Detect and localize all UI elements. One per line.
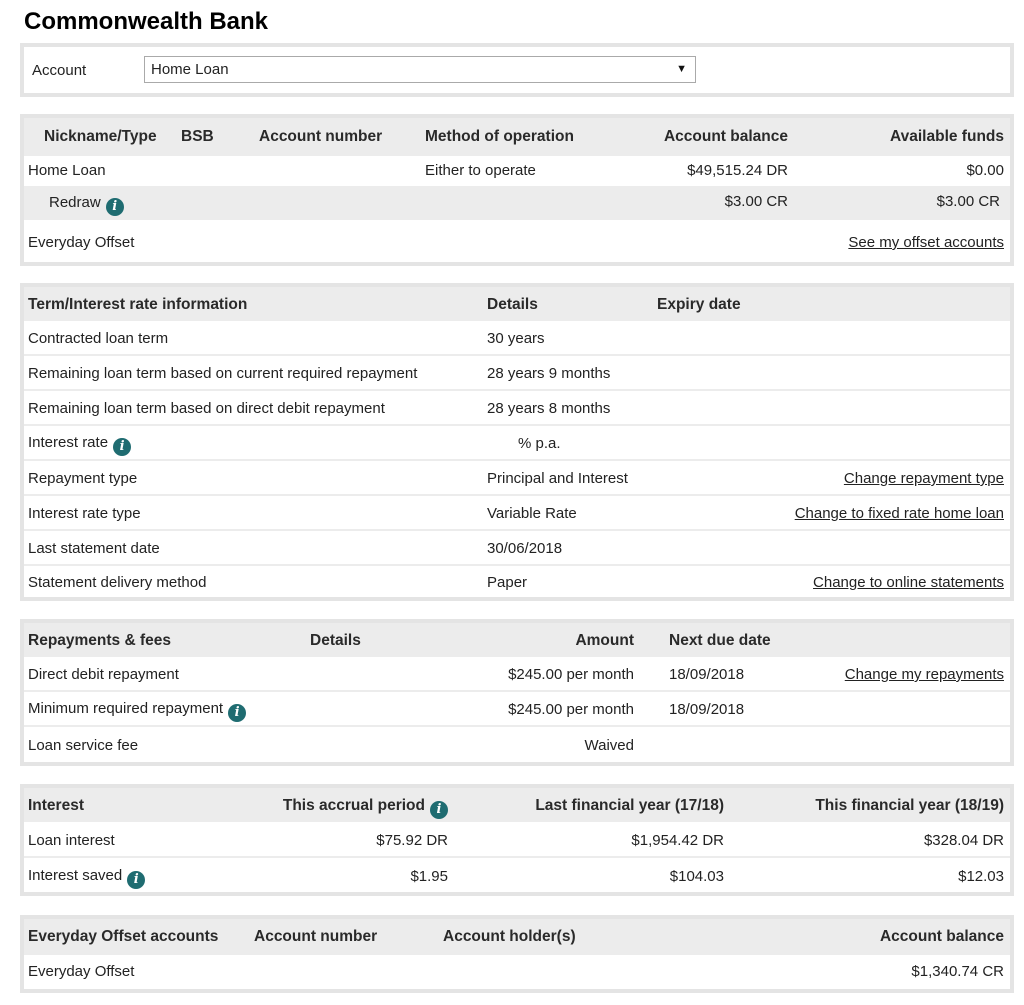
interest-accrual: $75.92 DR xyxy=(376,832,448,849)
repayment-row xyxy=(24,657,1010,692)
term-detail: Paper xyxy=(487,574,528,591)
home-loan-available: $0.00 xyxy=(966,162,1004,179)
col-account-number: Account number xyxy=(259,128,383,145)
term-panel xyxy=(20,283,1014,601)
redraw-row xyxy=(24,186,1010,220)
term-label: Last statement date xyxy=(28,540,160,557)
repayment-due-date: 18/09/2018 xyxy=(669,666,745,683)
col-last-financial-year: Last financial year (17/18) xyxy=(535,797,724,814)
chevron-down-icon: ▼ xyxy=(676,63,687,75)
change-to-fixed-rate-link[interactable]: Change to fixed rate home loan xyxy=(794,505,1004,522)
repayment-amount: $245.00 per month xyxy=(508,701,634,718)
term-row xyxy=(24,461,1010,496)
offset-account-name: Everyday Offset xyxy=(28,963,135,980)
col-next-due-date: Next due date xyxy=(669,632,771,649)
term-row xyxy=(24,391,1010,426)
term-label: Statement delivery method xyxy=(28,574,207,591)
repayment-label: Direct debit repayment xyxy=(28,666,179,683)
offset-header-row xyxy=(24,919,1010,955)
col-nickname-type: Nickname/Type xyxy=(44,128,157,145)
col-method-of-operation: Method of operation xyxy=(425,128,574,145)
interest-this-fy: $12.03 xyxy=(958,868,1004,885)
account-summary-panel xyxy=(20,114,1014,266)
redraw-available: $3.00 CR xyxy=(936,193,1000,210)
change-to-online-statements-link[interactable]: Change to online statements xyxy=(813,574,1004,591)
repayment-row xyxy=(24,727,1010,762)
interest-last-fy: $1,954.42 DR xyxy=(631,832,724,849)
term-label: Remaining loan term based on direct debit repayment xyxy=(28,400,385,417)
interest-this-fy: $328.04 DR xyxy=(923,832,1004,849)
col-account-holders: Account holder(s) xyxy=(443,928,576,945)
repayments-panel xyxy=(20,619,1014,766)
interest-panel xyxy=(20,784,1014,896)
interest-rate-label xyxy=(28,434,131,456)
term-label: Interest rate xyxy=(28,434,109,451)
term-row xyxy=(24,531,1010,566)
term-detail: 30/06/2018 xyxy=(487,540,563,557)
repayments-header-row xyxy=(24,623,1010,657)
repayment-row xyxy=(24,692,1010,727)
col-details: Details xyxy=(487,296,538,313)
repayment-amount: Waived xyxy=(584,737,634,754)
info-icon[interactable]: i xyxy=(113,438,131,456)
account-select-value: Home Loan xyxy=(151,61,229,78)
col-accrual-period xyxy=(283,797,448,819)
change-repayment-type-link[interactable]: Change repayment type xyxy=(843,470,1004,487)
redraw-balance: $3.00 CR xyxy=(724,193,788,210)
repayment-due-date: 18/09/2018 xyxy=(669,701,745,718)
term-detail: 28 years 9 months xyxy=(487,365,611,382)
col-account-number: Account number xyxy=(254,928,378,945)
account-select[interactable] xyxy=(144,56,696,83)
offset-name: Everyday Offset xyxy=(28,234,135,251)
term-label: Remaining loan term based on current required repayment xyxy=(28,365,418,382)
account-label: Account xyxy=(32,62,87,79)
term-row xyxy=(24,496,1010,531)
interest-saved-label xyxy=(28,867,145,889)
col-available-funds: Available funds xyxy=(890,128,1004,145)
offset-account-row xyxy=(24,955,1010,989)
repayment-amount: $245.00 per month xyxy=(508,666,634,683)
redraw-label xyxy=(49,194,124,216)
accrual-period-label: This accrual period xyxy=(282,797,425,814)
interest-label: Interest saved xyxy=(28,867,123,884)
col-details: Details xyxy=(310,632,361,649)
info-icon[interactable]: i xyxy=(430,801,448,819)
offset-accounts-panel xyxy=(20,915,1014,993)
brand-title: Commonwealth Bank xyxy=(24,8,269,35)
redraw-name: Redraw xyxy=(49,194,101,211)
col-account-balance: Account balance xyxy=(879,928,1004,945)
offset-row xyxy=(24,224,1010,262)
term-row xyxy=(24,566,1010,601)
summary-header-row xyxy=(24,118,1010,156)
col-offset-accounts: Everyday Offset accounts xyxy=(28,928,219,945)
term-label: Interest rate type xyxy=(28,505,141,522)
see-offset-accounts-link[interactable]: See my offset accounts xyxy=(848,234,1004,251)
info-icon[interactable]: i xyxy=(127,871,145,889)
col-this-financial-year: This financial year (18/19) xyxy=(815,797,1004,814)
term-detail: Variable Rate xyxy=(487,505,577,522)
minimum-repayment-label xyxy=(28,700,246,722)
term-detail: 30 years xyxy=(487,330,545,347)
term-row xyxy=(24,356,1010,391)
col-interest: Interest xyxy=(28,797,84,814)
interest-label: Loan interest xyxy=(28,832,115,849)
interest-row xyxy=(24,822,1010,858)
term-header-row xyxy=(24,287,1010,321)
term-row xyxy=(24,321,1010,356)
col-bsb: BSB xyxy=(181,128,214,145)
offset-account-balance: $1,340.74 CR xyxy=(911,963,1004,980)
col-expiry-date: Expiry date xyxy=(657,296,741,313)
term-label: Contracted loan term xyxy=(28,330,169,347)
term-row xyxy=(24,426,1010,461)
account-selector-panel xyxy=(20,43,1014,97)
col-amount: Amount xyxy=(575,632,634,649)
term-detail: % p.a. xyxy=(518,435,561,452)
interest-last-fy: $104.03 xyxy=(669,868,724,885)
col-term-info: Term/Interest rate information xyxy=(28,296,248,313)
home-loan-name: Home Loan xyxy=(28,162,106,179)
interest-accrual: $1.95 xyxy=(410,868,448,885)
repayment-label: Minimum required repayment xyxy=(28,700,224,717)
col-account-balance: Account balance xyxy=(663,128,788,145)
col-repayments-fees: Repayments & fees xyxy=(28,632,172,649)
home-loan-balance: $49,515.24 DR xyxy=(687,162,788,179)
term-detail: 28 years 8 months xyxy=(487,400,611,417)
home-loan-row xyxy=(24,156,1010,186)
info-icon[interactable]: i xyxy=(106,198,124,216)
term-label: Repayment type xyxy=(28,470,138,487)
interest-row xyxy=(24,858,1010,894)
home-loan-method: Either to operate xyxy=(425,162,536,179)
interest-header-row xyxy=(24,788,1010,822)
change-my-repayments-link[interactable]: Change my repayments xyxy=(844,666,1004,683)
info-icon[interactable]: i xyxy=(228,704,246,722)
repayment-label: Loan service fee xyxy=(28,737,139,754)
term-detail: Principal and Interest xyxy=(487,470,628,487)
